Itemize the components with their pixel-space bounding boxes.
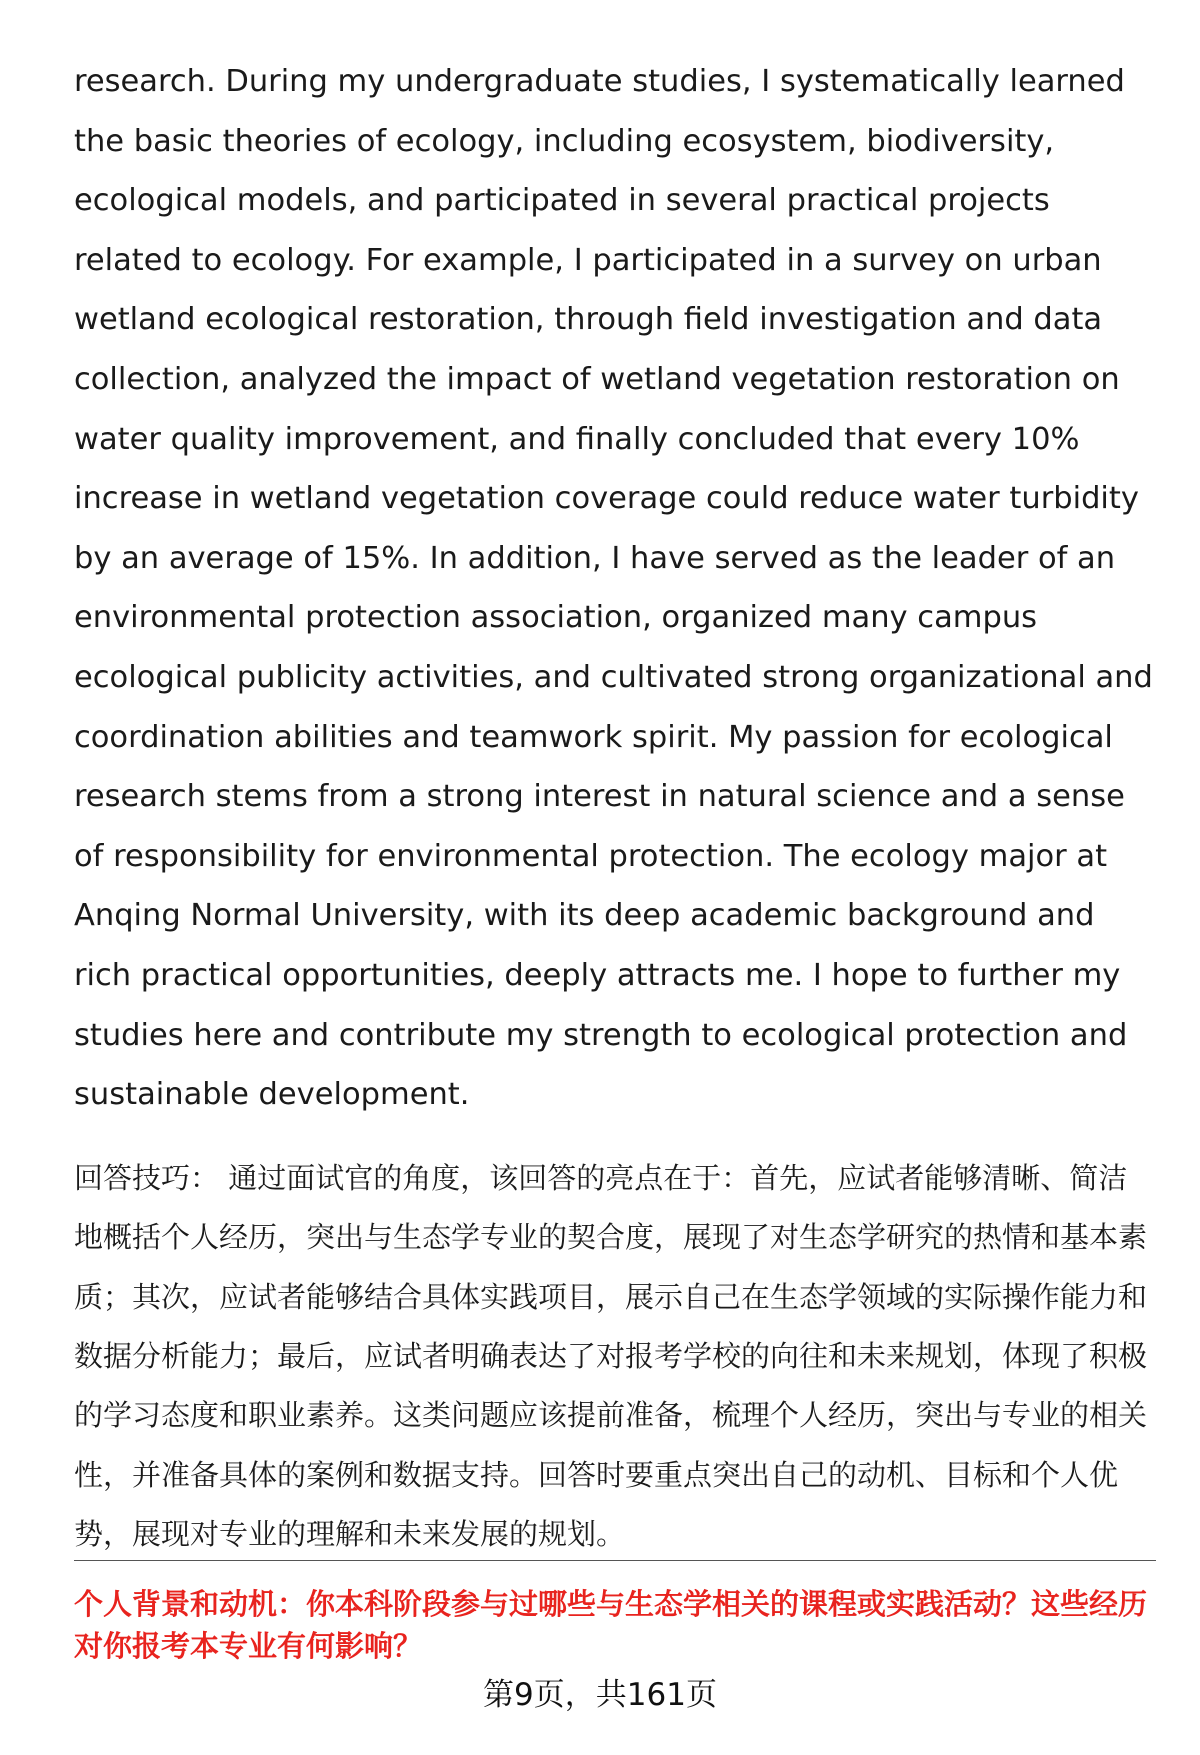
answer-paragraph: research. During my undergraduate studies, I systematically learned the basic theories of ecology, including ecosystem, biodiversity, ecological models, and participated in several practical projects related to ecology. For example, I participated in a survey on urban wetland ecological restoration, through field investigation and data collection, analyzed the impact of wetland vegetation restoration on water quality improvement, and finally concluded that every 10% increase in wetland vegetation coverage could reduce water turbidity by an average of 15%. In addition, I have served as the leader of an environmental protection association, organized many campus ecological publicity activities, and cultivated strong organizational and coordination abilities and teamwork spirit. My passion for ecological research stems from a strong interest in natural science and a sense of responsibility for environmental protection. The ecology major at Anqing Normal University, with its deep academic background and rich practical opportunities, deeply attracts me. I hope to further my studies here and contribute my strength to ecological protection and sustainable development. [74,64,1153,1113]
answer-tips-paragraph: 回答技巧： 通过面试官的角度，该回答的亮点在于：首先，应试者能够清晰、简洁地概括个人经历，突出与生态学专业的契合度，展现了对生态学研究的热情和基本素质；其次，应试者能够结合具体实践项目，展示自己在生态学领域的实际操作能力和数据分析能力；最后，应试者明确表达了对报考学校的向往和未来规划，体现了积极的学习态度和职业素养。这类问题应该提前准备，梳理个人经历，突出与专业的相关性，并准备具体的案例和数据支持。回答时要重点突出自己的动机、目标和个人优势，展现对专业的理解和未来发展的规划。 [74,1160,1148,1552]
page-content [74,52,1154,1565]
page-number-footer: 第9页，共161页 [483,1677,717,1713]
next-question-heading: 个人背景和动机：你本科阶段参与过哪些与生态学相关的课程或实践活动？这些经历对你报考本专业有何影响？ [74,1587,1148,1663]
section-divider [74,1560,1156,1561]
